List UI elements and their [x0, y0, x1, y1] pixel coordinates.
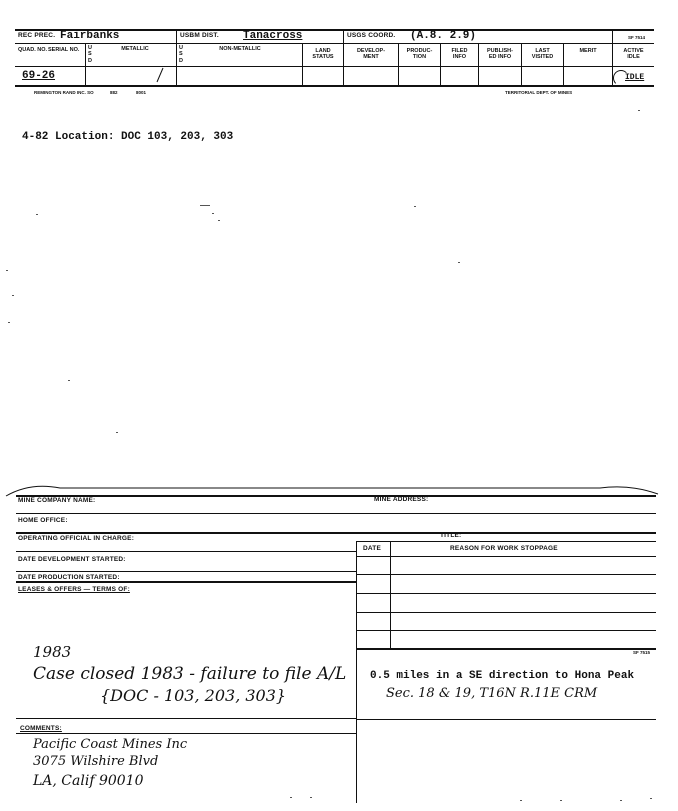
usgs-coord-label: USGS COORD.	[347, 32, 396, 39]
usd-letters-nonmetallic: U S D	[179, 45, 183, 64]
published-info-label: PUBLISH- ED INFO	[487, 48, 513, 61]
quad-no-label: QUAD. NO.	[18, 47, 48, 53]
form-code-2: SF 7515	[633, 650, 651, 655]
metallic-label: METALLIC	[121, 46, 149, 52]
quad-value: 69-26	[22, 70, 56, 82]
active-idle-label: ACTIVE IDLE	[623, 48, 644, 61]
date-development-label: DATE DEVELOPMENT STARTED:	[18, 556, 126, 563]
dept-line: TERRITORIAL DEPT. OF MINES	[505, 90, 573, 95]
torn-edge-curve	[0, 472, 678, 502]
nonmetallic-label: NON-METALLIC	[219, 46, 261, 52]
printer-line: REMINGTON RAND INC. SO	[34, 90, 94, 95]
title-label: TITLE:	[440, 532, 462, 539]
date-production-label: DATE PRODUCTION STARTED:	[18, 574, 120, 581]
usgs-coord-value: (A.8. 2.9)	[410, 30, 477, 42]
last-visited-label: LAST VISITED	[531, 48, 554, 61]
production-label: PRODUC- TION	[406, 48, 433, 61]
date-col-label: DATE	[363, 545, 382, 552]
company-line-2: 3075 Wilshire Blvd	[33, 754, 159, 769]
handwritten-year: 1983	[33, 643, 72, 661]
slash-mark	[155, 66, 165, 84]
home-office-label: HOME OFFICE:	[18, 517, 68, 524]
serial-no-label: SERIAL NO.	[48, 47, 80, 53]
usd-letters-metallic: U S D	[88, 45, 92, 64]
usbm-dist-label: USBM DIST.	[180, 32, 219, 39]
mine-company-name-label: MINE COMPANY NAME:	[18, 497, 96, 504]
leases-label: LEASES & OFFERS — TERMS OF:	[18, 586, 130, 593]
printer-code-2: 8001	[136, 90, 147, 95]
comments-label: COMMENTS:	[20, 725, 62, 732]
handwritten-doc-refs: {DOC - 103, 203, 303}	[100, 686, 287, 705]
form-code: SF 7514	[628, 35, 646, 40]
merit-label: MERIT	[579, 48, 597, 54]
handwritten-case-closed: Case closed 1983 - failure to file A/L	[33, 664, 347, 684]
development-label: DEVELOP- MENT	[356, 48, 386, 61]
handwritten-section-line: Sec. 18 & 19, T16N R.11E CRM	[386, 686, 598, 701]
printer-code-1: 882	[110, 90, 118, 95]
company-line-1: Pacific Coast Mines Inc	[33, 737, 188, 752]
operating-official-label: OPERATING OFFICIAL IN CHARGE:	[18, 535, 135, 542]
rec-prec-label: REC PREC.	[18, 32, 56, 39]
rec-prec-value: Fairbanks	[60, 30, 120, 42]
mine-address-label: MINE ADDRESS:	[374, 496, 429, 503]
company-line-3: LA, Calif 90010	[33, 773, 144, 789]
location-description: 0.5 miles in a SE direction to Hona Peak	[370, 670, 635, 682]
filed-info-label: FILED INFO	[451, 48, 468, 61]
usbm-dist-value: Tanacross	[243, 30, 303, 42]
active-idle-value: IDLE	[625, 73, 645, 82]
reason-col-label: REASON FOR WORK STOPPAGE	[450, 545, 558, 552]
land-status-label: LAND STATUS	[312, 48, 334, 61]
location-note: 4-82 Location: DOC 103, 203, 303	[22, 131, 234, 143]
